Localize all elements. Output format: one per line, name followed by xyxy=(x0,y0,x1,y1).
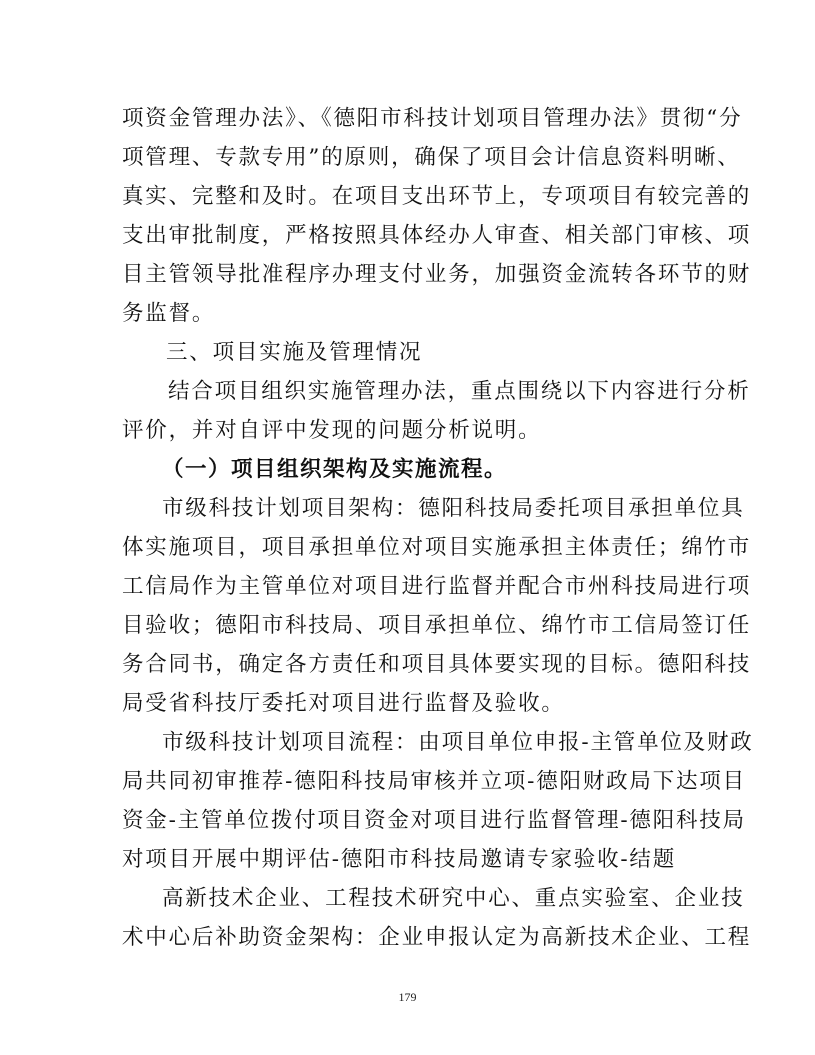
paragraph-line: 资金-主管单位拨付项目资金对项目进行监督管理-德阳科技局 xyxy=(122,808,746,833)
paragraph-line: 高新技术企业、工程技术研究中心、重点实验室、企业技 xyxy=(162,886,745,911)
paragraph-line: 市级科技计划项目架构：德阳科技局委托项目承担单位具 xyxy=(162,496,745,521)
paragraph-line: 目主管领导批准程序办理支付业务，加强资金流转各环节的财 xyxy=(122,262,752,287)
paragraph-line: 术中心后补助资金架构：企业申报认定为高新技术企业、工程 xyxy=(122,925,752,950)
paragraph-line: 真实、完整和及时。在项目支出环节上，专项项目有较完善的 xyxy=(122,184,752,209)
paragraph-line: 对项目开展中期评估-德阳市科技局邀请专家验收-结题 xyxy=(122,847,677,872)
paragraph-line: 目验收；德阳市科技局、项目承担单位、绵竹市工信局签订任 xyxy=(122,613,752,638)
subsection-heading: （一）项目组织架构及实施流程。 xyxy=(162,457,508,482)
section-heading: 三、项目实施及管理情况 xyxy=(166,340,423,365)
paragraph-line: 局受省科技厅委托对项目进行监督及验收。 xyxy=(122,691,565,716)
page-number: 179 xyxy=(398,990,417,1004)
paragraph-line: 市级科技计划项目流程：由项目单位申报-主管单位及财政 xyxy=(162,730,754,755)
paragraph-line: 项管理、专款专用”的原则，确保了项目会计信息资料明晰、 xyxy=(122,145,741,170)
paragraph-line: 务监督。 xyxy=(122,301,216,326)
paragraph-line: 局共同初审推荐-德阳科技局审核并立项-德阳财政局下达项目 xyxy=(122,769,746,794)
paragraph-line: 项资金管理办法》、《德阳市科技计划项目管理办法》贯彻“分 xyxy=(122,106,743,131)
paragraph-line: 支出审批制度，严格按照具体经办人审查、相关部门审核、项 xyxy=(122,223,752,248)
paragraph-line: 工信局作为主管单位对项目进行监督并配合市州科技局进行项 xyxy=(122,574,752,599)
paragraph-line: 结合项目组织实施管理办法，重点围绕以下内容进行分析 xyxy=(168,379,751,404)
paragraph-line: 务合同书，确定各方责任和项目具体要实现的目标。德阳科技 xyxy=(122,652,752,677)
paragraph-line: 评价，并对自评中发现的问题分析说明。 xyxy=(122,418,542,443)
paragraph-line: 体实施项目，项目承担单位对项目实施承担主体责任；绵竹市 xyxy=(122,535,752,560)
